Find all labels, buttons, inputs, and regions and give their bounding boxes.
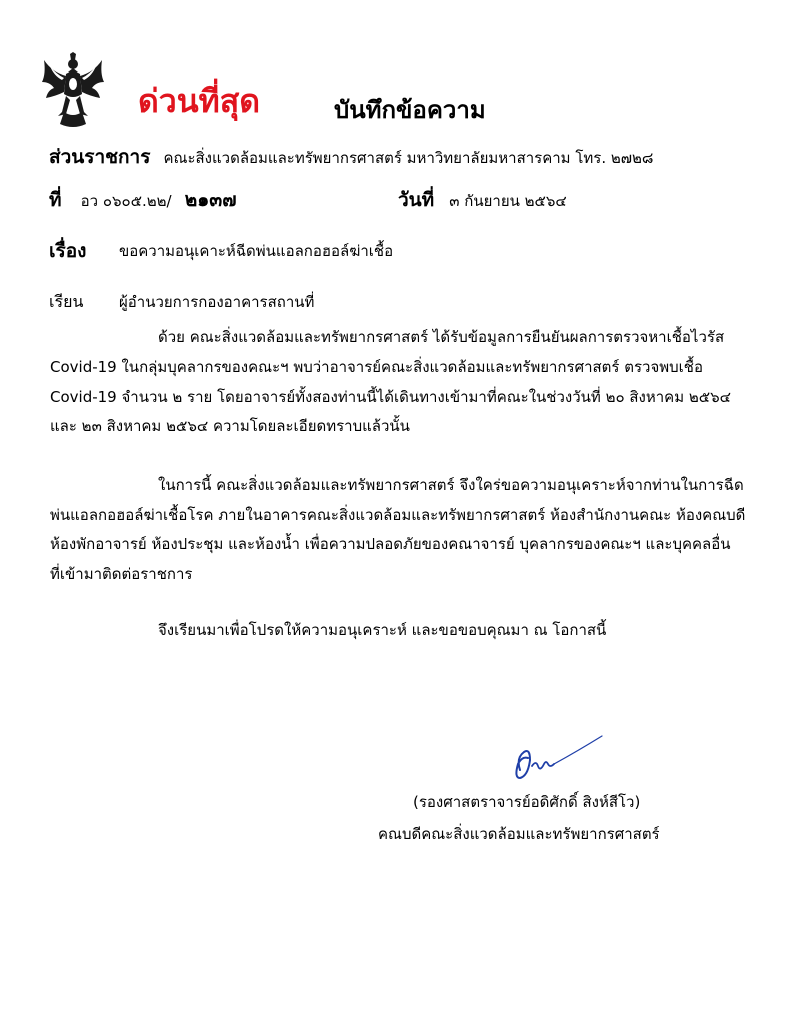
date-label: วันที่ <box>398 189 435 211</box>
subject-value: ขอความอนุเคาะห์ฉีดพ่นแอลกอฮอล์ฆ่าเชื้อ <box>119 242 394 260</box>
paragraph-2-line-3: ห้องพักอาจารย์ ห้องประชุม และห้องน้ำ เพื่อความปลอดภัยของคณาจารย์ บุคลากรของคณะฯ และบุคคลอื่น <box>50 535 731 553</box>
garuda-emblem-icon <box>40 52 106 130</box>
paragraph-2-line-2: พ่นแอลกอฮอล์ฆ่าเชื้อโรค ภายในอาคารคณะสิ่งแวดล้อมและทรัพยากรศาสตร์ ห้องสำนักงานคณะ ห้องคณบดี <box>50 506 746 524</box>
paragraph-1-line-4: และ ๒๓ สิงหาคม ๒๕๖๔ ความโดยละเอียดทราบแล้วนั้น <box>50 417 410 435</box>
reference-prefix: อว ๐๖๐๕.๒๒/ <box>80 192 172 210</box>
closing-line: จึงเรียนมาเพื่อโปรดให้ความอนุเคราะห์ และขอขอบคุณมา ณ โอกาสนี้ <box>158 621 607 639</box>
reference-row <box>49 185 237 215</box>
signatory-name: (รองศาสตราจารย์อดิศักดิ์ สิงห์สีโว) <box>413 793 641 811</box>
agency-label: ส่วนราชการ <box>49 146 151 168</box>
recipient-value: ผู้อำนวยการกองอาคารสถานที่ <box>119 293 315 311</box>
memo-title: บันทึกข้อความ <box>334 96 486 124</box>
date-row <box>398 185 567 215</box>
recipient-label: เรียน <box>49 292 84 311</box>
recipient-row <box>49 290 315 315</box>
reference-label: ที่ <box>49 189 62 211</box>
subject-label: เรื่อง <box>49 240 87 262</box>
reference-number: ๒๑๓๗ <box>184 189 237 211</box>
urgency-stamp: ด่วนที่สุด <box>138 82 261 120</box>
paragraph-1-line-2: Covid-19 ในกลุ่มบุคลากรของคณะฯ พบว่าอาจารย์คณะสิ่งแวดล้อมและทรัพยากรศาสตร์ ตรวจพบเชื้อ <box>50 358 703 376</box>
paragraph-2-line-4: ที่เข้ามาติดต่อราชการ <box>50 565 193 583</box>
signatory-position: คณบดีคณะสิ่งแวดล้อมและทรัพยากรศาสตร์ <box>378 825 660 843</box>
agency-value: คณะสิ่งแวดล้อมและทรัพยากรศาสตร์ มหาวิทยาลัยมหาสารคาม โทร. ๒๗๒๘ <box>163 149 654 167</box>
paragraph-2-line-1: ในการนี้ คณะสิ่งแวดล้อมและทรัพยากรศาสตร์ จึงใคร่ขอความอนุเคราะห์จากท่านในการฉีด <box>158 476 744 494</box>
subject-row <box>49 236 394 266</box>
agency-row <box>49 142 653 172</box>
paragraph-1-line-3: Covid-19 จำนวน ๒ ราย โดยอาจารย์ทั้งสองท่านนี้ได้เดินทางเข้ามาที่คณะในช่วงวันที่ ๒๐ สิงหาคม ๒๕๖๔ <box>50 388 731 406</box>
handwritten-signature <box>510 732 610 787</box>
date-value: ๓ กันยายน ๒๕๖๔ <box>449 192 567 210</box>
paragraph-1-line-1: ด้วย คณะสิ่งแวดล้อมและทรัพยากรศาสตร์ ได้รับข้อมูลการยืนยันผลการตรวจหาเชื้อไวรัส <box>158 328 725 346</box>
